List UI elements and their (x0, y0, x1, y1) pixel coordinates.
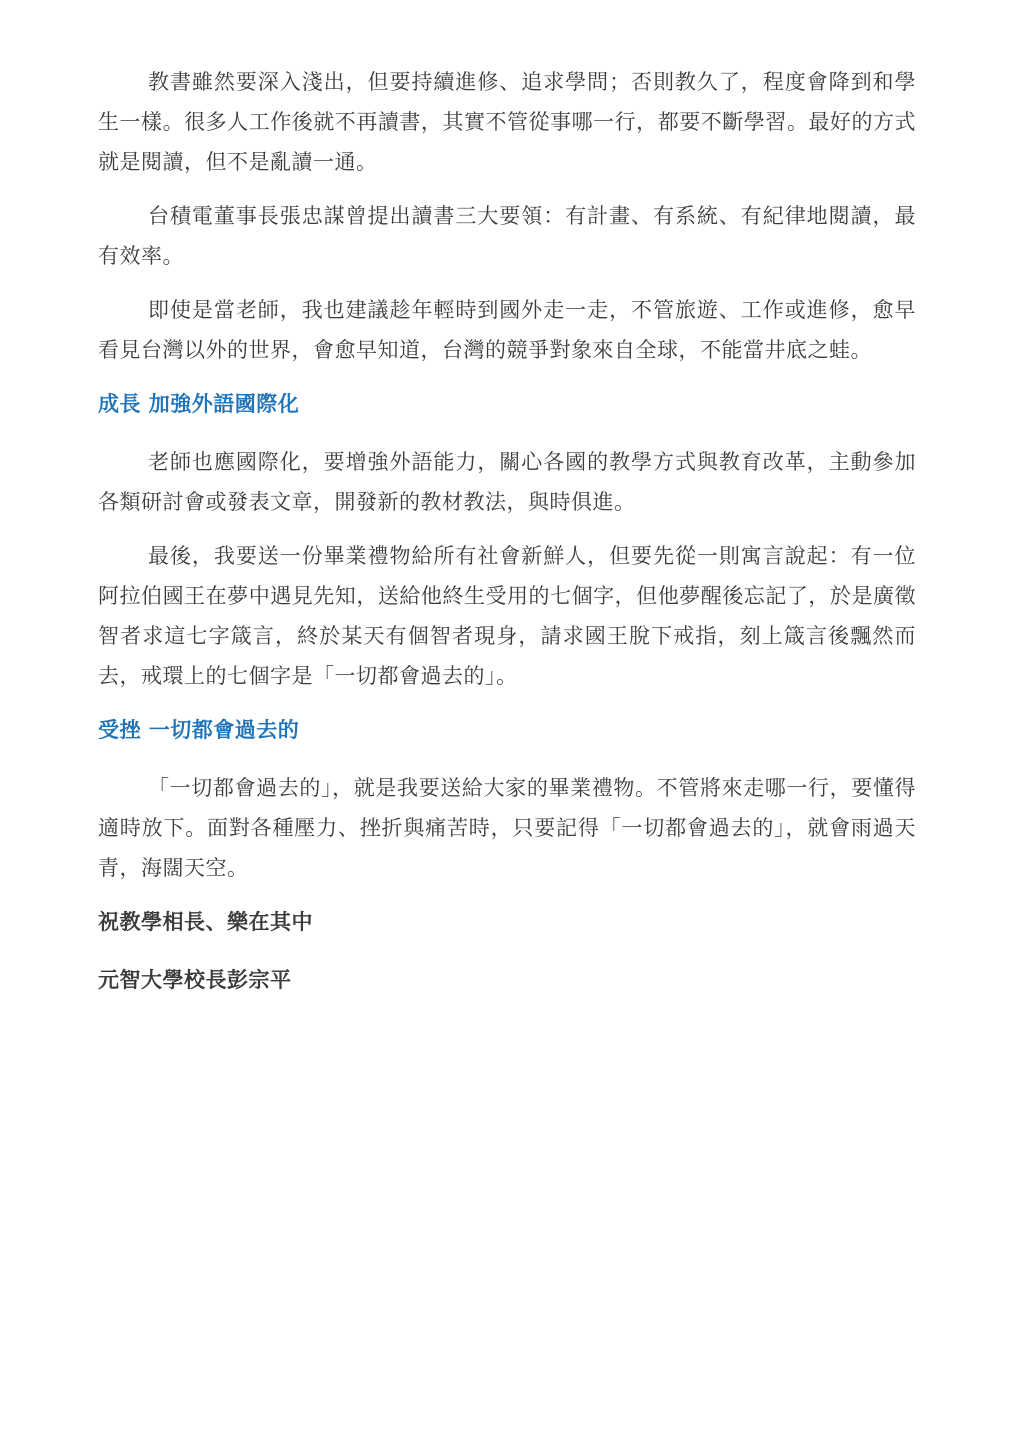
document-page (98, 62, 916, 1018)
paragraph-internationalization: 老師也應國際化，要增強外語能力，關心各國的教學方式與教育改革，主動參加各類研討會或發表文章，開發新的教材教法，與時俱進。 (98, 450, 916, 514)
paragraph-continuous-learning: 教書雖然要深入淺出，但要持續進修、追求學問；否則教久了，程度會降到和學生一樣。很多人工作後就不再讀書，其實不管從事哪一行，都要不斷學習。最好的方式就是閱讀，但不是亂讀一通。 (98, 70, 916, 174)
section-heading-growth: 成長 加強外語國際化 (98, 392, 300, 416)
paragraph-go-abroad: 即使是當老師，我也建議趁年輕時到國外走一走，不管旅遊、工作或進修，愈早看見台灣以外的世界，會愈早知道，台灣的競爭對象來自全球，不能當井底之蛙。 (98, 298, 916, 362)
section-heading-setback: 受挫 一切都會過去的 (98, 718, 300, 742)
signature: 元智大學校長彭宗平 (98, 968, 292, 992)
paragraph-parable: 最後，我要送一份畢業禮物給所有社會新鮮人，但要先從一則寓言說起：有一位阿拉伯國王在夢中遇見先知，送給他終生受用的七個字，但他夢醒後忘記了，於是廣徵智者求這七字箴言，終於某天有個智者現身，請求國王脫下戒指，刻上箴言後飄然而去，戒環上的七個字是「一切都會過去的」。 (98, 544, 916, 688)
paragraph-graduation-gift: 「一切都會過去的」，就是我要送給大家的畢業禮物。不管將來走哪一行，要懂得適時放下。面對各種壓力、挫折與痛苦時，只要記得「一切都會過去的」，就會雨過天青，海闊天空。 (98, 776, 916, 880)
closing-blessing: 祝教學相長、樂在其中 (98, 910, 313, 934)
paragraph-reading-principles: 台積電董事長張忠謀曾提出讀書三大要領：有計畫、有系統、有紀律地閱讀，最有效率。 (98, 204, 916, 268)
